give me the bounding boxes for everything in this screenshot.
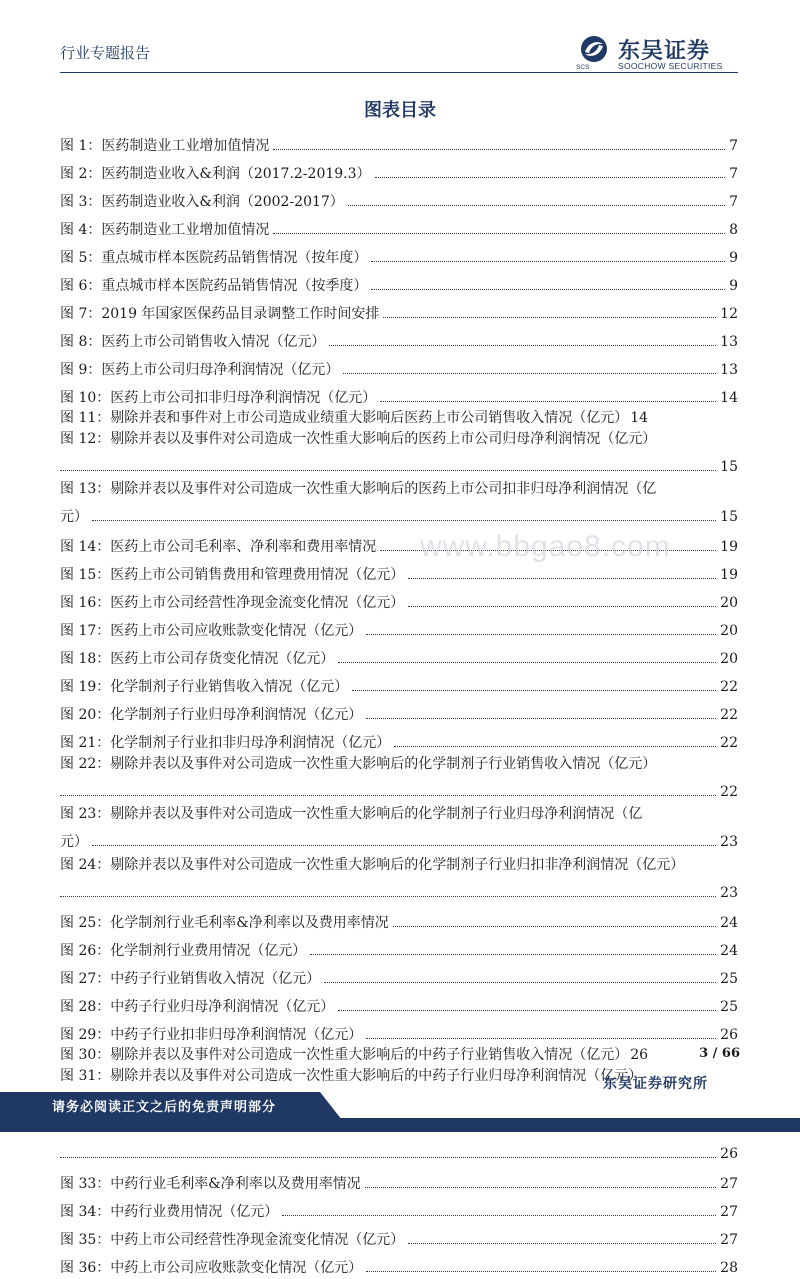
toc-leader [393, 905, 716, 927]
toc-item[interactable] [60, 905, 738, 933]
toc-item-page: 27 [720, 1176, 738, 1192]
toc-item-label: 图 20：化学制剂子行业归母净利润情况（亿元） [60, 707, 363, 723]
toc-item-page: 15 [720, 458, 738, 475]
toc-item-page: 20 [720, 623, 738, 639]
toc-item-label: 图 30：剔除并表以及事件对公司造成一次性重大影响后的中药子行业销售收入情况（亿元） [60, 1047, 629, 1063]
toc-item-page: 25 [720, 970, 738, 987]
toc-item-label: 图 1：医药制造业工业增加值情况 [60, 137, 270, 154]
toc-leader [408, 586, 716, 608]
toc-item-page: 25 [720, 998, 738, 1015]
toc-item-page: 14 [720, 389, 738, 406]
toc-leader [371, 268, 725, 290]
toc-item-label: 图 26：化学制剂行业费用情况（亿元） [60, 942, 307, 959]
toc-item-label: 图 6：重点城市样本医院药品销售情况（按季度） [60, 277, 368, 294]
toc-item-label: 图 21：化学制剂子行业扣非归母净利润情况（亿元） [60, 735, 391, 751]
toc-item[interactable] [60, 240, 738, 268]
toc-leader [60, 449, 716, 471]
toc-item-page: 28 [720, 1260, 738, 1276]
toc-item[interactable] [60, 933, 738, 961]
toc-item-page: 15 [720, 509, 738, 525]
toc-item[interactable] [60, 212, 738, 240]
toc-item-label: 图 23：剔除并表以及事件对公司造成一次性重大影响后的化学制剂子行业归母净利润情况（亿 [60, 806, 643, 822]
toc-item-label: 图 2：医药制造业收入&利润（2017.2-2019.3） [60, 165, 371, 182]
header-rule [60, 72, 738, 73]
toc-leader [394, 726, 716, 748]
toc-leader [60, 1137, 716, 1159]
toc-leader [338, 989, 716, 1011]
toc-item[interactable] [60, 698, 738, 726]
toc-title: 图表目录 [364, 100, 436, 121]
toc-item-label: 图 22：剔除并表以及事件对公司造成一次性重大影响后的化学制剂子行业销售收入情况（亿元） [60, 755, 657, 772]
toc-leader [366, 1251, 716, 1273]
toc-item-page: 22 [720, 679, 738, 695]
toc-item-page: 20 [720, 595, 738, 611]
toc-item-label: 图 27：中药子行业销售收入情况（亿元） [60, 970, 321, 987]
toc-item-label: 图 16：医药上市公司经营性净现金流变化情况（亿元） [60, 595, 405, 611]
toc-item-label: 图 28：中药子行业归母净利润情况（亿元） [60, 998, 335, 1015]
toc-item-label: 图 9：医药上市公司归母净利润情况（亿元） [60, 361, 340, 378]
toc-item-page: 22 [720, 735, 738, 751]
toc-item-label: 图 5：重点城市样本医院药品销售情况（按年度） [60, 249, 368, 266]
toc-item-page: 7 [729, 193, 738, 210]
toc-item[interactable] [60, 479, 738, 528]
toc-item-label: 图 36：中药上市公司应收账款变化情况（亿元） [60, 1260, 363, 1276]
toc-leader [92, 825, 716, 847]
toc-item[interactable] [60, 296, 738, 324]
toc-item[interactable] [60, 989, 738, 1017]
toc-leader [352, 670, 716, 692]
toc-item[interactable] [60, 586, 738, 614]
logo [576, 34, 738, 72]
toc-item-page: 7 [729, 137, 738, 154]
toc-item-page: 22 [720, 783, 738, 800]
toc-leader [310, 933, 716, 955]
toc-item-page: 9 [729, 277, 738, 294]
toc-leader [383, 296, 716, 318]
toc-item-page: 26 [720, 1146, 738, 1162]
toc-item[interactable] [60, 380, 738, 408]
toc-item-label-cont: 元） [60, 834, 88, 850]
report-type: 行业专题报告 [60, 44, 151, 62]
toc-item-page: 12 [720, 305, 738, 322]
logo-cn: 东吴证券 [618, 39, 711, 64]
logo-en: SOOCHOW SECURITIES [618, 61, 723, 71]
toc-item-label: 图 33：中药行业毛利率&净利率以及费用率情况 [60, 1176, 361, 1192]
bottom-band [0, 1120, 800, 1132]
watermark: www.bbgao8.com [420, 530, 671, 563]
toc-item-label: 图 29：中药子行业扣非归母净利润情况（亿元） [60, 1026, 363, 1043]
toc-item-label: 图 24：剔除并表以及事件对公司造成一次性重大影响后的化学制剂子行业归扣非净利润情况（亿元） [60, 856, 685, 873]
footer-org: 东吴证券研究所 [603, 1076, 708, 1092]
toc-item-label: 图 10：医药上市公司扣非归母净利润情况（亿元） [60, 389, 377, 406]
toc-item[interactable] [60, 1017, 738, 1045]
toc-item[interactable] [60, 642, 738, 670]
toc-leader [329, 324, 716, 346]
toc-item-page: 27 [720, 1232, 738, 1248]
toc-item-label: 图 35：中药上市公司经营性净现金流变化情况（亿元） [60, 1232, 405, 1248]
toc-item[interactable] [60, 324, 738, 352]
toc-leader [365, 1167, 716, 1189]
toc-item[interactable] [60, 1251, 738, 1279]
toc-item[interactable] [60, 804, 738, 853]
toc-item-label: 图 19：化学制剂子行业销售收入情况（亿元） [60, 679, 349, 695]
toc-item-page: 23 [720, 884, 738, 901]
toc-item-page: 22 [720, 707, 738, 723]
toc-item-page: 13 [720, 333, 738, 350]
toc-leader [366, 1017, 716, 1039]
toc-leader [92, 500, 716, 522]
toc-item[interactable] [60, 855, 738, 904]
toc-item-label: 图 15：医药上市公司销售费用和管理费用情况（亿元） [60, 567, 405, 583]
toc-leader [60, 875, 716, 897]
toc-leader [366, 698, 716, 720]
toc-leader [324, 961, 716, 983]
toc-item-page: 20 [720, 651, 738, 667]
toc-item-label: 图 31：剔除并表以及事件对公司造成一次性重大影响后的中药子行业归母净利润情况（亿元） [60, 1067, 643, 1084]
toc-item-page: 13 [720, 361, 738, 378]
disclaimer-note: 请务必阅读正文之后的免责声明部分 [52, 1100, 277, 1115]
toc-leader [366, 614, 716, 636]
toc-item[interactable] [60, 1167, 738, 1195]
toc-item-label: 图 11：剔除并表和事件对上市公司造成业绩重大影响后医药上市公司销售收入情况（亿元） [60, 410, 629, 426]
toc-item-page: 19 [720, 567, 738, 583]
toc-item-label: 图 14：医药上市公司毛利率、净利率和费用率情况 [60, 539, 377, 555]
toc-leader [371, 240, 725, 262]
toc-item[interactable] [60, 184, 738, 212]
toc-leader [273, 128, 725, 150]
page-number: 3 / 66 [699, 1046, 740, 1061]
toc-item[interactable] [60, 1223, 738, 1251]
toc-leader [273, 212, 725, 234]
toc-item-page: 9 [729, 249, 738, 266]
toc-leader [60, 774, 716, 796]
toc-item[interactable] [60, 726, 738, 754]
toc-item-label: 图 3：医药制造业收入&利润（2002-2017） [60, 193, 344, 210]
toc-leader [408, 1223, 716, 1245]
footer-bar [0, 1092, 800, 1120]
toc-item[interactable] [60, 1195, 738, 1223]
toc-item-label: 图 12：剔除并表以及事件对公司造成一次性重大影响后的医药上市公司归母净利润情况（亿元） [60, 430, 657, 447]
toc-leader [375, 156, 726, 178]
toc-item-page: 26 [630, 1047, 649, 1063]
toc-item[interactable] [60, 754, 738, 803]
toc-item-label: 图 17：医药上市公司应收账款变化情况（亿元） [60, 623, 363, 639]
toc-item[interactable] [60, 128, 738, 156]
toc-item-page: 7 [729, 165, 738, 182]
toc-leader [338, 642, 716, 664]
toc-item-page: 27 [720, 1204, 738, 1220]
toc-item[interactable] [60, 429, 738, 478]
toc-item[interactable] [60, 352, 738, 380]
toc-item[interactable] [60, 156, 738, 184]
toc-item-label: 图 13：剔除并表以及事件对公司造成一次性重大影响后的医药上市公司扣非归母净利润情况（亿 [60, 481, 657, 497]
toc-item[interactable] [60, 1045, 738, 1066]
toc-item[interactable] [60, 961, 738, 989]
toc-item-page: 24 [720, 914, 738, 931]
toc-item-label: 图 4：医药制造业工业增加值情况 [60, 221, 270, 238]
toc-item-label: 图 8：医药上市公司销售收入情况（亿元） [60, 333, 326, 350]
toc-item-label: 图 25：化学制剂行业毛利率&净利率以及费用率情况 [60, 914, 389, 931]
toc-item-page: 26 [720, 1026, 738, 1043]
toc-item-label-cont: 元） [60, 509, 88, 525]
toc-leader [282, 1195, 716, 1217]
toc-leader [380, 380, 716, 402]
toc-item[interactable] [60, 268, 738, 296]
toc-item[interactable] [60, 670, 738, 698]
toc-item-label: 图 34：中药行业费用情况（亿元） [60, 1204, 279, 1220]
toc-leader [343, 352, 716, 374]
toc-item-label: 图 7：2019 年国家医保药品目录调整工作时间安排 [60, 305, 380, 322]
toc-item[interactable] [60, 614, 738, 642]
toc-item-page: 14 [630, 410, 649, 426]
toc-item-page: 19 [720, 539, 738, 555]
toc-item[interactable] [60, 408, 738, 429]
toc-item-page: 8 [729, 221, 738, 238]
logo-abbr: SCS [576, 64, 590, 71]
toc-item-label: 图 18：医药上市公司存货变化情况（亿元） [60, 651, 335, 667]
toc-leader [348, 184, 725, 206]
toc-item-page: 23 [720, 834, 738, 850]
toc-item-page: 24 [720, 942, 738, 959]
